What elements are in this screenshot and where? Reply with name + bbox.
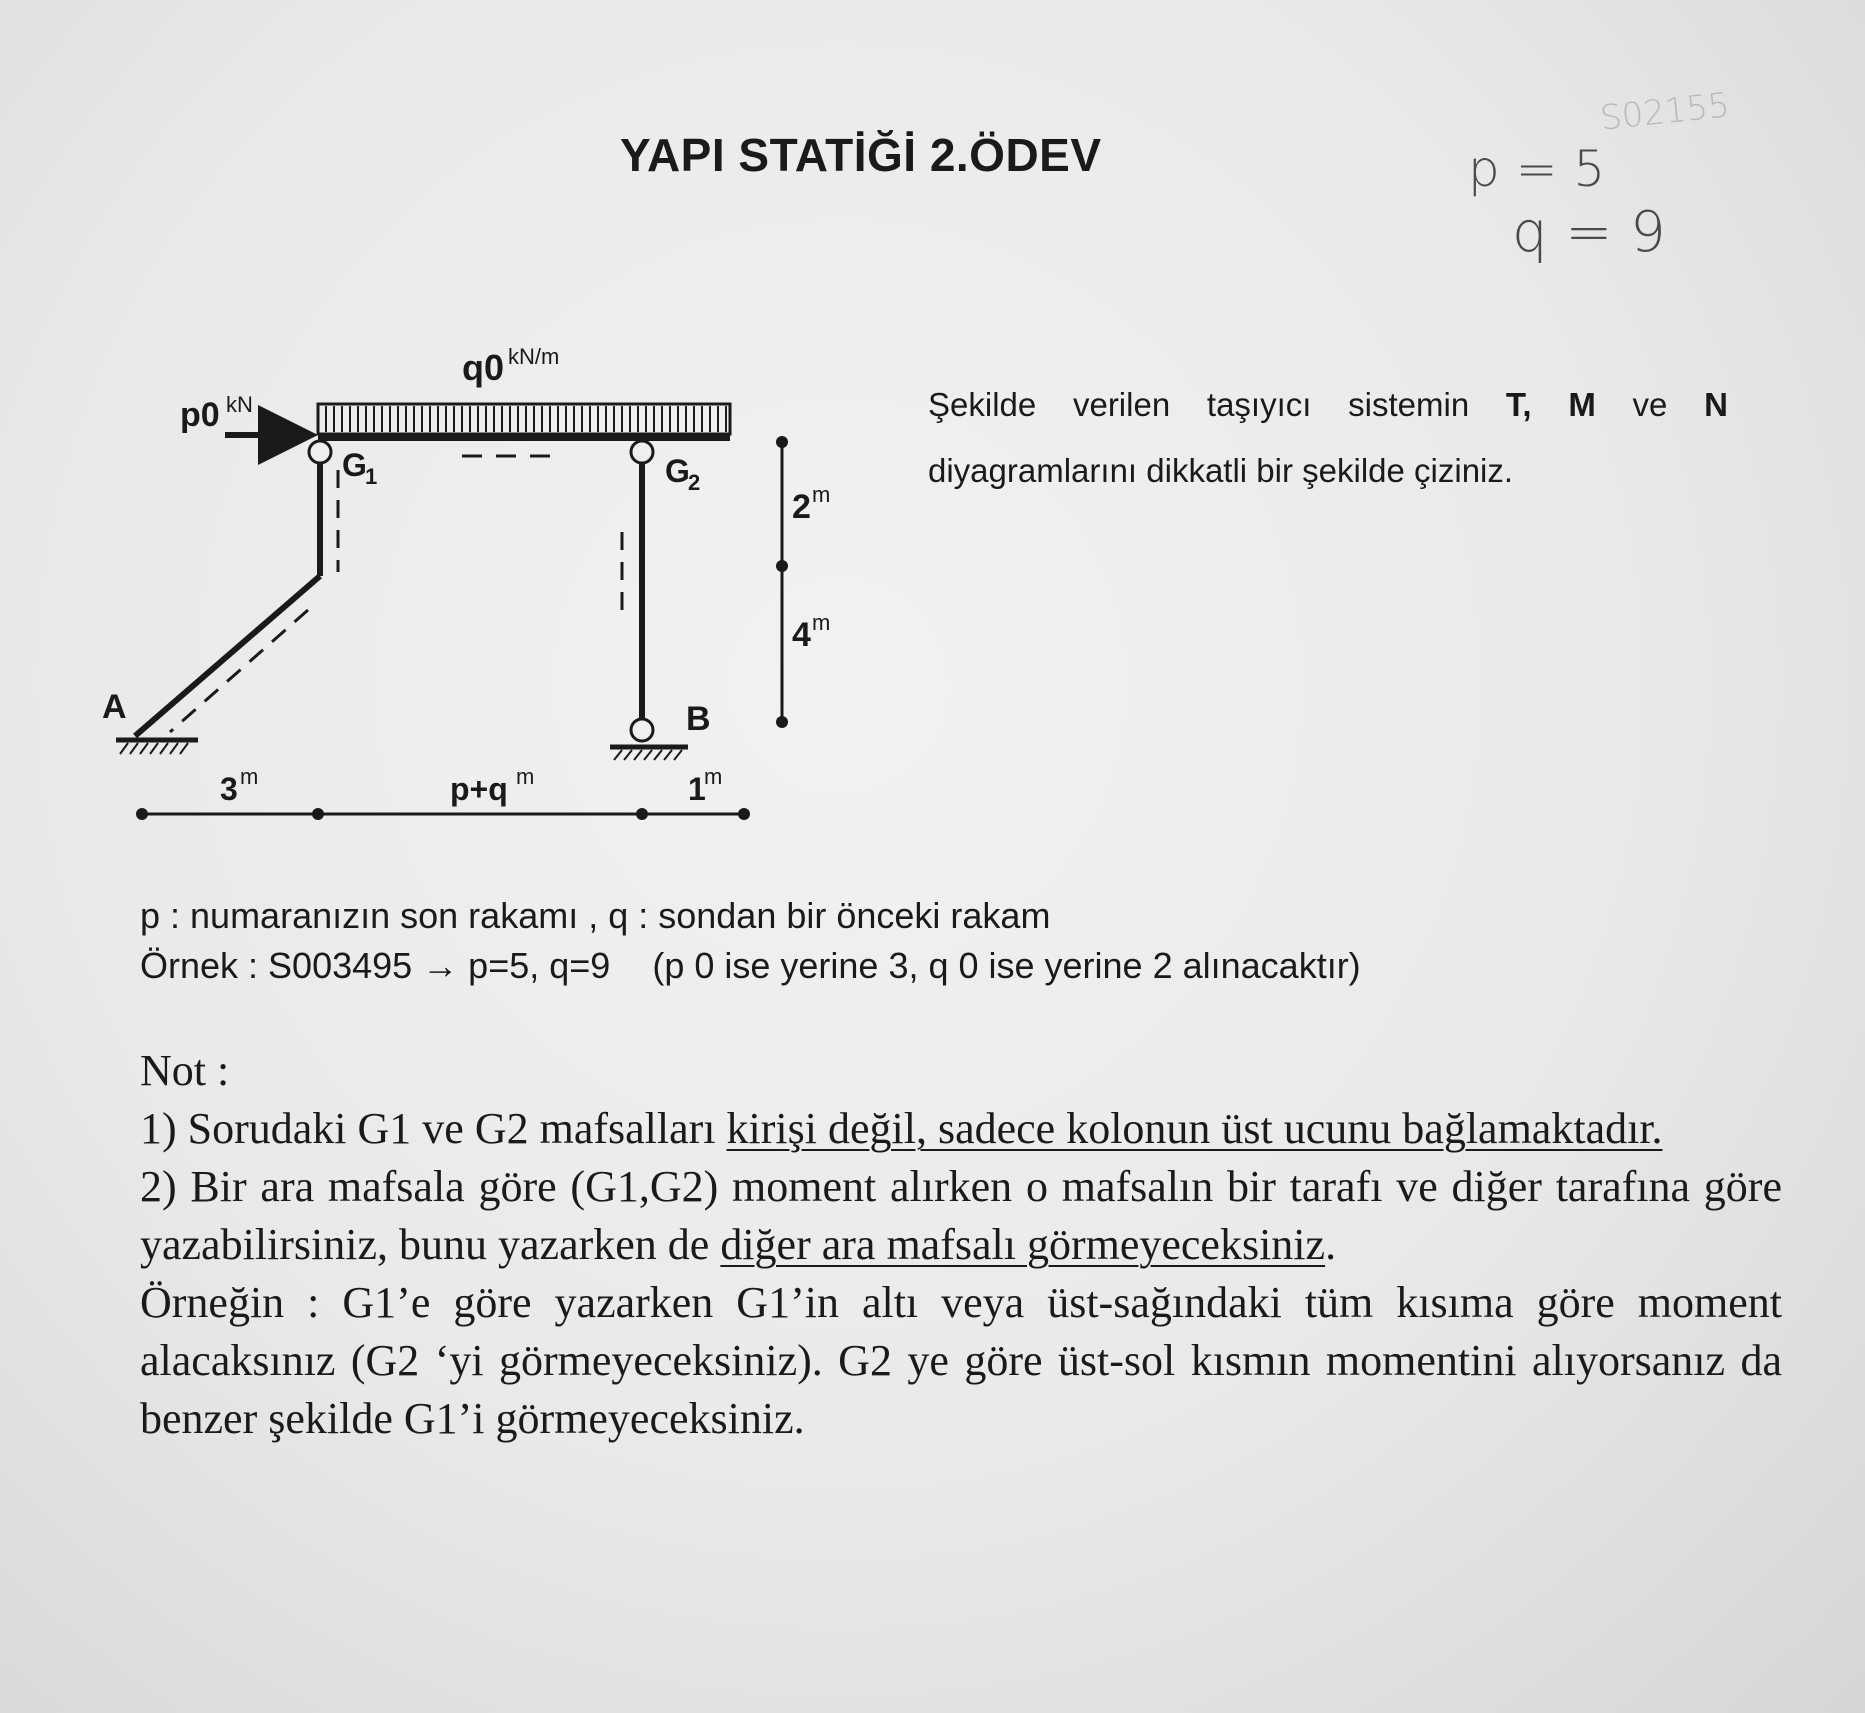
handwritten-number: S02155: [1598, 85, 1732, 139]
handwritten-q-value: q = 9: [1512, 200, 1666, 265]
rule-note: (p 0 ise yerine 3, q 0 ise yerine 2 alınacaktır): [652, 945, 1361, 986]
support-b-label: B: [686, 700, 711, 738]
note-3: Örneğin : G1’e göre yazarken G1’in altı veya üst-sağındaki tüm kısıma göre moment alacaksınız (G2 ‘yi görmeyeceksiniz). G2 ye göre üst-sol kısmın momentini alıyorsanız da benzer şekilde G1’i görmeyeceksiniz.: [140, 1278, 1782, 1443]
hinge-g1-subscript: 1: [365, 464, 378, 489]
dimension-dot: [776, 716, 788, 728]
point-load-unit: kN: [226, 392, 253, 417]
dimension-pq-unit: m: [516, 764, 535, 789]
dimension-pq-label: p+q: [450, 771, 508, 807]
description-t: T,: [1505, 386, 1532, 423]
description-ve: ve: [1595, 386, 1705, 423]
note-2-text: 2) Bir ara mafsala göre (G1,G2) moment alırken o mafsalın bir tarafı ve diğer tarafına göre yazabilirsiniz, bunu yazarken de: [140, 1162, 1782, 1269]
hinge-g1-label: G: [342, 447, 367, 483]
hinge-g1: [309, 441, 331, 463]
dimension-3-label: 3: [220, 771, 238, 807]
dimension-1-unit: m: [704, 764, 723, 789]
description-n: N: [1704, 386, 1728, 423]
description-text-start: Şekilde verilen taşıyıcı sistemin: [928, 386, 1506, 423]
structure-diagram: [90, 340, 831, 840]
rule-line-2: [140, 945, 1361, 987]
hinge-g2: [631, 441, 653, 463]
note-2: [140, 1158, 1782, 1274]
dimension-dot: [312, 808, 324, 820]
notes-heading: Not :: [140, 1046, 230, 1095]
problem-description: [928, 372, 1728, 504]
dimension-dot: [738, 808, 750, 820]
rule-example: Örnek : S003495 → p=5, q=9: [140, 945, 611, 986]
dimension-2-label: 2: [792, 488, 811, 526]
inclined-member: [135, 576, 320, 736]
note-2-underlined: diğer ara mafsalı görmeyeceksiniz: [720, 1220, 1326, 1269]
description-text-end: diyagramlarını dikkatli bir şekilde çiziniz.: [928, 452, 1514, 489]
dimension-4-unit: m: [812, 610, 831, 635]
distributed-load-unit: kN/m: [508, 344, 560, 369]
notes-section: [140, 1042, 1782, 1448]
point-load-label: p0: [180, 396, 220, 434]
distributed-load: [318, 404, 730, 434]
support-b-hatch: [614, 750, 682, 760]
note-1: [140, 1100, 1782, 1158]
dimension-3-unit: m: [240, 764, 259, 789]
dimension-dot: [636, 808, 648, 820]
hinge-g2-label: G: [665, 453, 690, 489]
note-2-dot: .: [1325, 1220, 1337, 1269]
support-a-hatch: [120, 743, 188, 754]
hinge-g2-subscript: 2: [688, 470, 701, 495]
note-1-text: 1) Sorudaki G1 ve G2 mafsalları: [140, 1104, 727, 1153]
handwritten-p-value: p = 5: [1468, 140, 1606, 198]
dimension-4-label: 4: [792, 616, 811, 654]
description-m: M: [1568, 386, 1596, 423]
dimension-1-label: 1: [688, 771, 706, 807]
support-b-pin: [631, 719, 653, 741]
support-a-label: A: [102, 688, 127, 726]
dimension-dot: [136, 808, 148, 820]
page-title: YAPI STATİĞİ 2.ÖDEV: [620, 129, 1102, 181]
note-1-underlined: kirişi değil, sadece kolonun üst ucunu bağlamaktadır.: [726, 1104, 1663, 1153]
inclined-member-dashes: [170, 610, 308, 732]
dimension-dot: [776, 560, 788, 572]
dimension-dot: [776, 436, 788, 448]
distributed-load-label: q0: [462, 347, 505, 388]
dimension-2-unit: m: [812, 482, 831, 507]
rule-line-1: p : numaranızın son rakamı , q : sondan bir önceki rakam: [140, 895, 1051, 936]
